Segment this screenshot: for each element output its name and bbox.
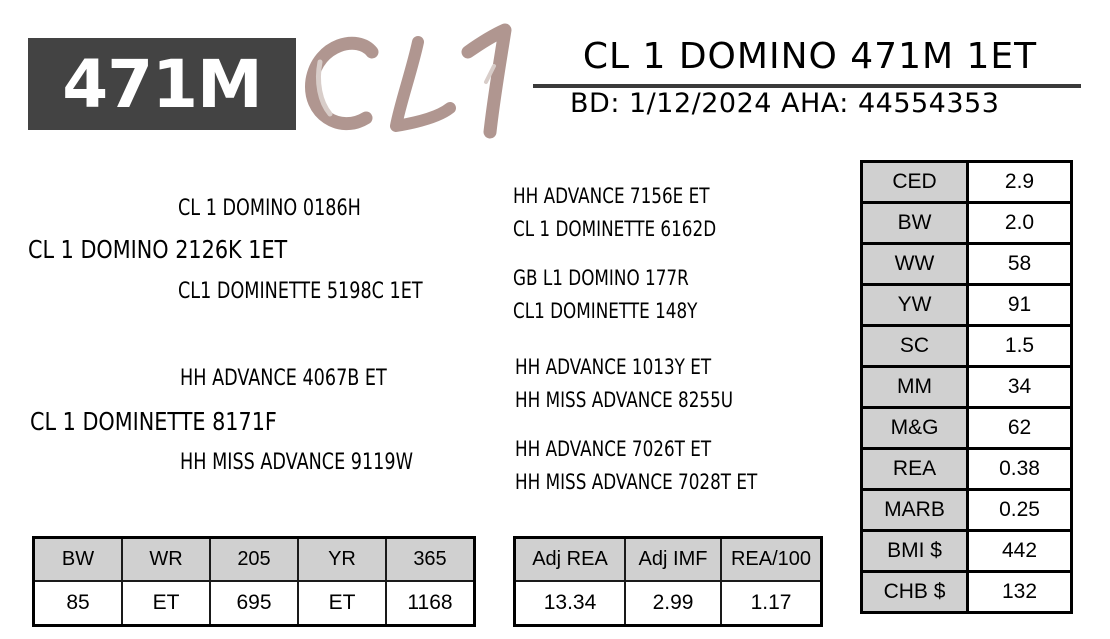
epd-row (862, 449, 1072, 490)
dam-sire: HH ADVANCE 4067B ET (180, 366, 387, 391)
sire-dam: CL1 DOMINETTE 5198C 1ET (178, 279, 423, 304)
carcass-table (513, 536, 823, 627)
epd-label: REA (862, 449, 968, 490)
g3-ancestor: GB L1 DOMINO 177R (513, 266, 689, 290)
epd-row (862, 408, 1072, 449)
value-cell: ET (298, 581, 386, 626)
epd-table (860, 160, 1073, 614)
performance-value-row (34, 581, 475, 626)
carcass-value-row (515, 581, 822, 626)
value-cell: 1168 (386, 581, 475, 626)
value-cell: 13.34 (515, 581, 626, 626)
header-cell: 205 (210, 538, 298, 582)
cl1-logo (300, 22, 530, 140)
value-cell: 695 (210, 581, 298, 626)
g3-ancestor: CL1 DOMINETTE 148Y (513, 299, 698, 323)
epd-label: CED (862, 162, 968, 203)
g3-ancestor: HH ADVANCE 7026T ET (515, 437, 712, 461)
g3-ancestor: HH MISS ADVANCE 7028T ET (515, 470, 758, 494)
carcass-header-row (515, 538, 822, 582)
value-cell: ET (122, 581, 210, 626)
epd-row (862, 162, 1072, 203)
epd-value: 442 (968, 531, 1072, 572)
epd-row (862, 244, 1072, 285)
epd-value: 132 (968, 572, 1072, 613)
dam: CL 1 DOMINETTE 8171F (30, 407, 277, 436)
header-cell: 365 (386, 538, 475, 582)
lot-number-box (28, 38, 296, 130)
epd-label: WW (862, 244, 968, 285)
lot-number: 471M (62, 45, 262, 123)
dam-dam: HH MISS ADVANCE 9119W (180, 450, 413, 475)
epd-value: 1.5 (968, 326, 1072, 367)
header-cell: REA/100 (721, 538, 822, 582)
header-cell: Adj IMF (625, 538, 721, 582)
epd-label: BW (862, 203, 968, 244)
epd-label: BMI $ (862, 531, 968, 572)
sire-sire: CL 1 DOMINO 0186H (178, 196, 361, 221)
epd-label: M&G (862, 408, 968, 449)
value-cell: 2.99 (625, 581, 721, 626)
value-cell: 1.17 (721, 581, 822, 626)
epd-row (862, 531, 1072, 572)
header-cell: WR (122, 538, 210, 582)
epd-value: 0.25 (968, 490, 1072, 531)
epd-value: 62 (968, 408, 1072, 449)
epd-value: 2.9 (968, 162, 1072, 203)
epd-label: CHB $ (862, 572, 968, 613)
header-cell: YR (298, 538, 386, 582)
g3-ancestor: HH MISS ADVANCE 8255U (515, 388, 734, 412)
epd-value: 34 (968, 367, 1072, 408)
epd-row (862, 490, 1072, 531)
header-cell: Adj REA (515, 538, 626, 582)
sire: CL 1 DOMINO 2126K 1ET (28, 235, 288, 264)
g3-ancestor: CL 1 DOMINETTE 6162D (513, 217, 717, 241)
epd-row (862, 203, 1072, 244)
epd-label: MM (862, 367, 968, 408)
epd-row (862, 326, 1072, 367)
epd-row (862, 572, 1072, 613)
performance-header-row (34, 538, 475, 582)
g3-ancestor: HH ADVANCE 7156E ET (513, 184, 710, 208)
epd-value: 2.0 (968, 203, 1072, 244)
epd-row (862, 285, 1072, 326)
epd-label: MARB (862, 490, 968, 531)
performance-table (32, 536, 476, 627)
header-cell: BW (34, 538, 123, 582)
epd-value: 91 (968, 285, 1072, 326)
value-cell: 85 (34, 581, 123, 626)
epd-label: SC (862, 326, 968, 367)
animal-title: CL 1 DOMINO 471M 1ET (582, 36, 1038, 77)
g3-ancestor: HH ADVANCE 1013Y ET (515, 355, 712, 379)
birth-date-registration: BD: 1/12/2024 AHA: 44554353 (570, 88, 1000, 119)
epd-row (862, 367, 1072, 408)
epd-value: 58 (968, 244, 1072, 285)
epd-value: 0.38 (968, 449, 1072, 490)
epd-label: YW (862, 285, 968, 326)
